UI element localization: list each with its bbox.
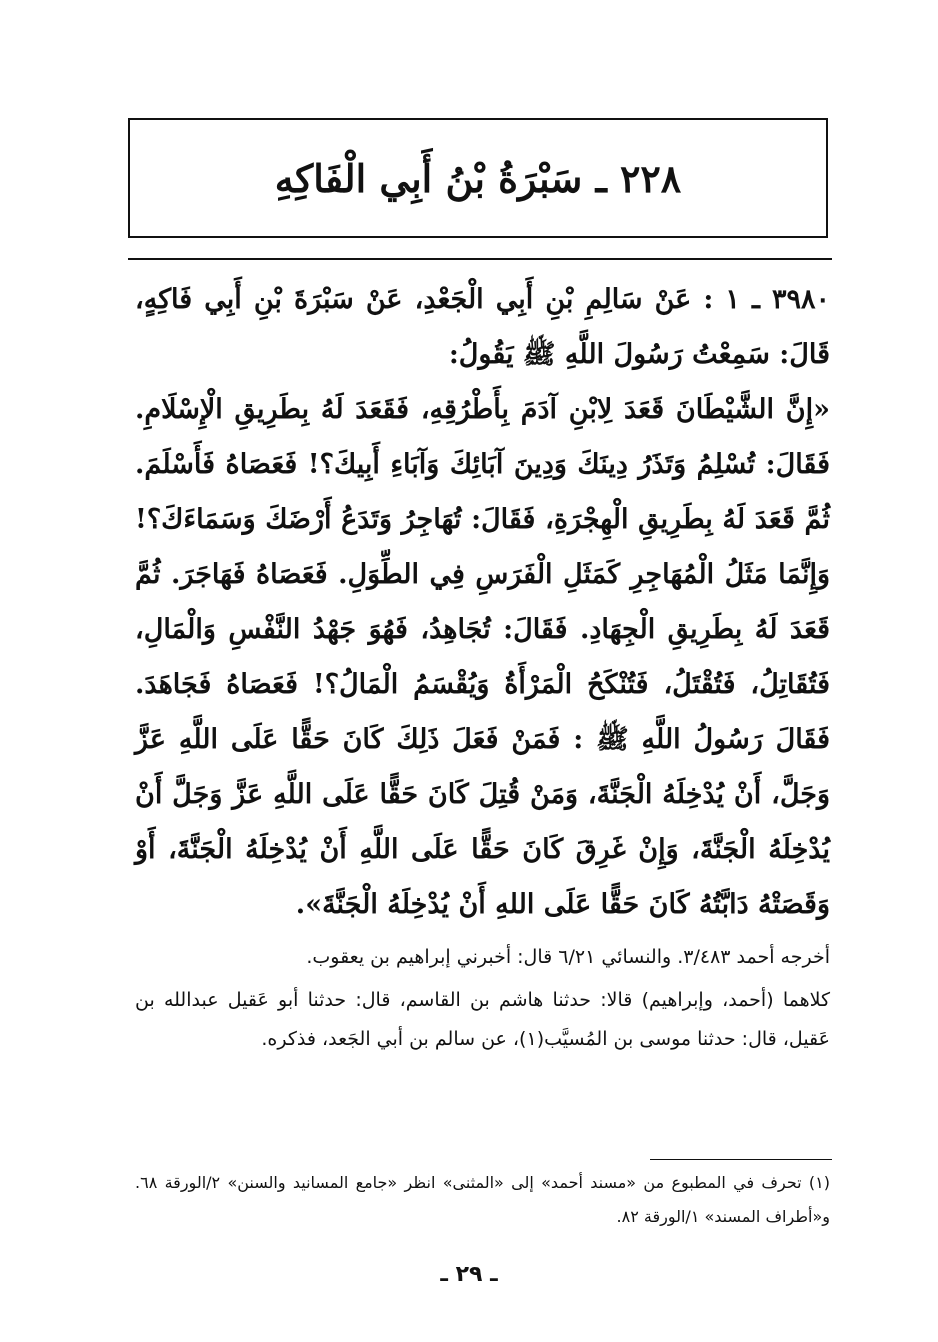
chapter-title-box [128,118,828,238]
footnote-text: (١) تحرف في المطبوع من «مسند أحمد» إلى «المثنى» انظر «جامع المسانيد والسنن» ٢/الورقة ٦٨. و«أطراف المسند» ١/الورقة ٨٢. [135,1173,831,1226]
footnote [135,1166,830,1234]
takhrij-paragraph-1: أخرجه أحمد ٣/٤٨٣. والنسائي ٦/٢١ قال: أخبرني إبراهيم بن يعقوب. [306,946,830,968]
chapter-title: ٢٢٨ ـ سَبْرَةُ بْنُ أَبِي الْفَاكِهِ [274,155,682,201]
title-divider [128,258,832,260]
hadith-matn: «إِنَّ الشَّيْطَانَ قَعَدَ لِابْنِ آدَمَ بِأَطْرُقِهِ، فَقَعَدَ لَهُ بِطَرِيقِ الْإِسْلَامِ. فَقَالَ: تُسْلِمُ وَتَذَرُ دِينَكَ وَدِينَ آبَائِكَ وَآبَاءِ أَبِيكَ؟! فَعَصَاهُ فَأَسْلَمَ. ثُمَّ قَعَدَ لَهُ بِطَرِيقِ الْهِجْرَةِ، فَقَالَ: تُهَاجِرُ وَتَدَعُ أَرْضَكَ وَسَمَاءَكَ؟! وَإِنَّمَا مَثَلُ الْمُهَاجِرِ كَمَثَلِ الْفَرَسِ فِي الطِّوَلِ. فَعَصَاهُ فَهَاجَرَ. ثُمَّ قَعَدَ لَهُ بِطَرِيقِ الْجِهَادِ. فَقَالَ: تُجَاهِدُ، فَهُوَ جَهْدُ النَّفْسِ وَالْمَالِ، فَتُقَاتِلُ، فَتُقْتَلُ، فَتُنْكَحُ الْمَرْأَةُ وَيُقْسَمُ الْمَالُ؟! فَعَصَاهُ فَجَاهَدَ. فَقَالَ رَسُولُ اللَّهِ ﷺ : فَمَنْ فَعَلَ ذَلِكَ كَانَ حَقًّا عَلَى اللَّهِ عَزَّ وَجَلَّ، أَنْ يُدْخِلَهُ الْجَنَّةَ، وَمَنْ قُتِلَ كَانَ حَقًّا عَلَى اللَّهِ عَزَّ وَجَلَّ أَنْ يُدْخِلَهُ الْجَنَّةَ، وَإِنْ غَرِقَ كَانَ حَقًّا عَلَى اللَّهِ أَنْ يُدْخِلَهُ الْجَنَّةَ، أَوْ وَقَصَتْهُ دَابَّتُهُ كَانَ حَقًّا عَلَى اللهِ أَنْ يُدْخِلَهُ الْجَنَّةَ». [135,394,830,920]
hadith-body [135,272,830,932]
page-number: ـ ٢٩ ـ [440,1262,498,1287]
footnote-divider [650,1159,832,1160]
takhrij-paragraph-2: كلاهما (أحمد، وإبراهيم) قالا: حدثنا هاشم بن القاسم، قال: حدثنا أبو عَقيل عبدالله بن عَقيل، قال: حدثنا موسى بن المُسيَّب(١)، عن سالم بن أبي الجَعد، فذكره. [135,989,830,1050]
hadith-isnad: ٣٩٨٠ ـ ١ : عَنْ سَالِمِ بْنِ أَبِي الْجَعْدِ، عَنْ سَبْرَةَ بْنِ أَبِي فَاكِهٍ، قَالَ: سَمِعْتُ رَسُولَ اللَّهِ ﷺ يَقُولُ: [135,284,830,370]
takhrij-section [135,938,830,1063]
